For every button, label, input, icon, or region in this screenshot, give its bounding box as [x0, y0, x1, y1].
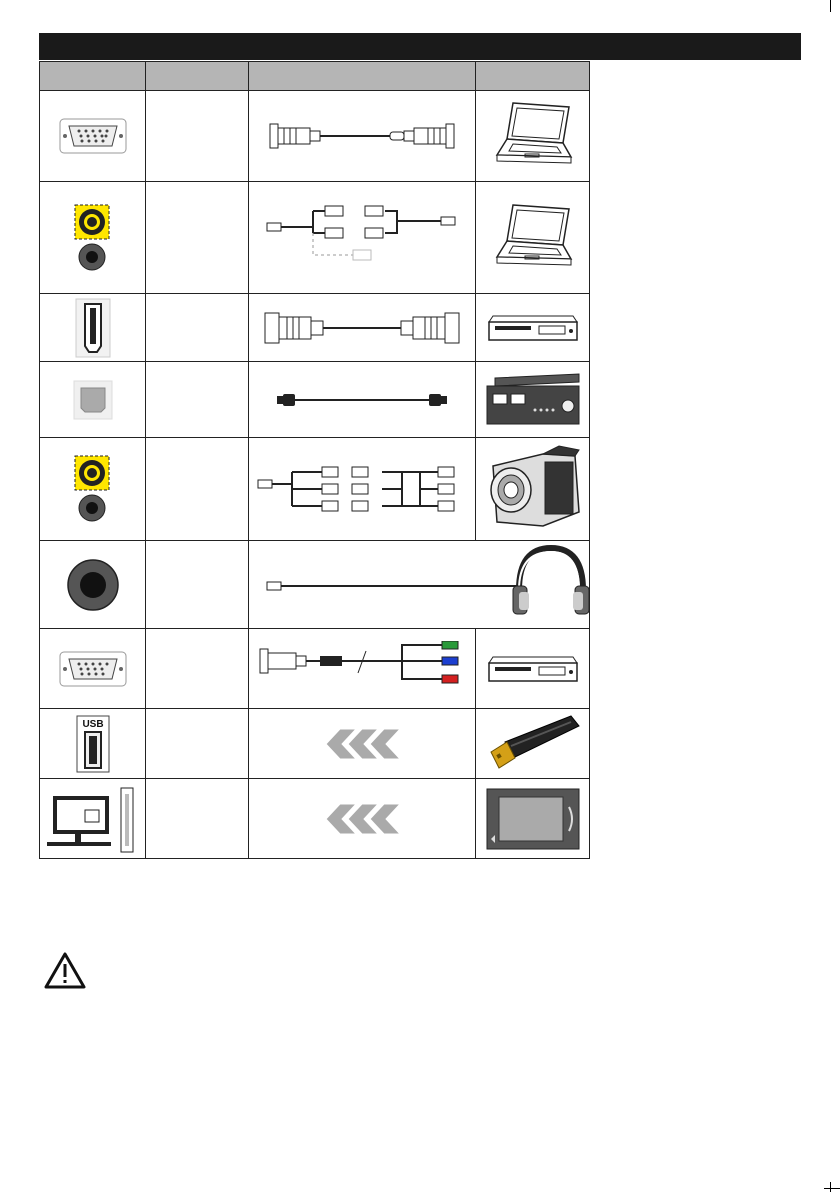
laptop-icon	[476, 99, 589, 173]
dvd-player-icon	[476, 649, 589, 689]
dvd-player-icon	[476, 308, 589, 348]
usb-label: USB	[81, 718, 104, 730]
table-header-row	[40, 62, 590, 91]
av-3rca-cable-icon	[249, 464, 475, 514]
hdmi-port-icon	[40, 298, 145, 358]
usb-stick-icon	[476, 712, 589, 776]
crop-mark	[830, 0, 831, 12]
ci-slot-icon	[40, 784, 145, 854]
table-row	[40, 629, 590, 709]
vga-port-icon	[40, 118, 145, 154]
section-title-bar	[39, 33, 801, 60]
vga-cable-icon	[249, 116, 475, 156]
optical-cable-icon	[249, 390, 475, 410]
row-type-cell	[146, 438, 249, 541]
optical-port-icon	[40, 380, 145, 420]
row-type-cell	[146, 709, 249, 779]
table-row	[40, 362, 590, 438]
row-type-cell	[146, 541, 249, 629]
laptop-icon	[476, 201, 589, 275]
table-row	[40, 779, 590, 859]
header-type	[146, 62, 249, 91]
row-type-cell	[146, 779, 249, 859]
av-input-jack-icon	[40, 454, 145, 524]
table-row	[40, 91, 590, 182]
header-cable	[249, 62, 476, 91]
insert-arrow-icon	[249, 727, 475, 761]
table-row	[40, 294, 590, 362]
connection-table	[39, 61, 590, 859]
row-type-cell	[146, 629, 249, 709]
vga-component-cable-icon	[249, 641, 475, 697]
cam-module-icon	[476, 787, 589, 851]
row-type-cell	[146, 182, 249, 294]
vga-port-icon	[40, 651, 145, 687]
usb-port-icon	[40, 714, 145, 774]
table-row	[40, 438, 590, 541]
header-connector	[40, 62, 146, 91]
row-type-cell	[146, 362, 249, 438]
header-device	[476, 62, 590, 91]
av-input-jack-icon	[40, 203, 145, 273]
amplifier-icon	[476, 372, 589, 428]
crop-mark	[830, 1182, 831, 1192]
warning-triangle-icon	[43, 951, 87, 996]
hdmi-cable-icon	[249, 303, 475, 353]
insert-arrow-icon	[249, 802, 475, 836]
camcorder-icon	[476, 442, 589, 536]
crop-mark	[824, 1188, 840, 1189]
table-row	[40, 182, 590, 294]
headphone-jack-icon	[40, 558, 145, 612]
row-type-cell	[146, 294, 249, 362]
av-rca-cable-icon	[249, 203, 475, 273]
headphone-cable-icon	[267, 582, 525, 594]
table-row	[40, 709, 590, 779]
table-row	[40, 541, 590, 629]
headphones-icon	[513, 548, 589, 614]
row-type-cell	[146, 91, 249, 182]
headphone-cable-cell	[249, 541, 590, 629]
